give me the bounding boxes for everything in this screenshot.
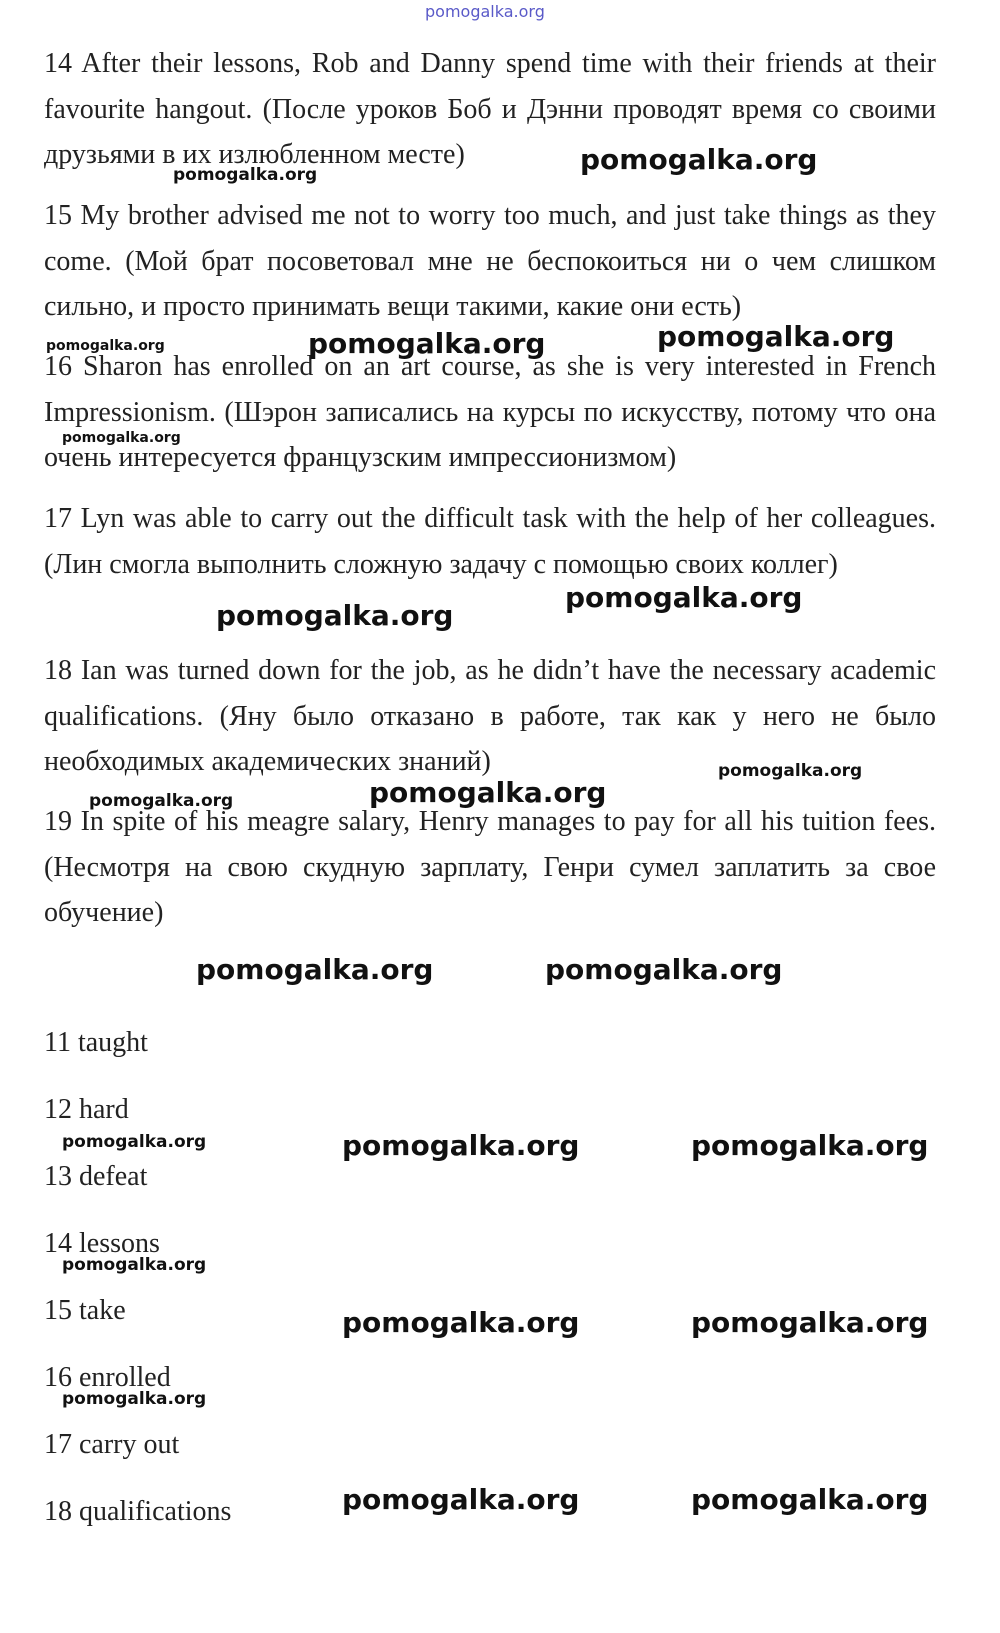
paragraph-14: 14 After their lessons, Rob and Danny spend time with their friends at their favourite hangout. (После уроков Боб и Дэнни проводят время со своими друзьями в их излюбленном месте) — [44, 48, 936, 170]
answer-item: 17 carry out — [44, 1429, 180, 1460]
paragraph-16: 16 Sharon has enrolled on an art course, as she is very interested in French Impressionism. (Шэрон записались на курсы по искусству, потому что она очень интересуется французским импрессионизмом) — [44, 351, 936, 473]
watermark: pomogalka.org — [196, 953, 434, 986]
watermark: pomogalka.org — [580, 143, 818, 176]
answer-item: 18 qualifications — [44, 1496, 232, 1527]
answer-item: 13 defeat — [44, 1161, 148, 1192]
watermark: pomogalka.org — [342, 1129, 580, 1162]
paragraph-15: 15 My brother advised me not to worry too much, and just take things as they come. (Мой брат посоветовал мне не беспокоиться ни о чем слишком сильно, и просто принимать вещи такими, какие они есть) — [44, 200, 936, 322]
answer-item: 11 taught — [44, 1027, 148, 1058]
watermark: pomogalka.org — [342, 1306, 580, 1339]
watermark: pomogalka.org — [62, 1389, 207, 1409]
answer-item: 16 enrolled — [44, 1362, 171, 1393]
watermark: pomogalka.org — [691, 1483, 929, 1516]
watermark: pomogalka.org — [691, 1306, 929, 1339]
watermark: pomogalka.org — [216, 599, 454, 632]
watermark: pomogalka.org — [46, 338, 165, 354]
watermark: pomogalka.org — [691, 1129, 929, 1162]
watermark: pomogalka.org — [369, 776, 607, 809]
answer-item: 12 hard — [44, 1094, 129, 1125]
watermark: pomogalka.org — [545, 953, 783, 986]
watermark: pomogalka.org — [308, 327, 546, 360]
paragraph-17: 17 Lyn was able to carry out the difficult task with the help of her colleagues. (Лин смогла выполнить сложную задачу с помощью своих коллег) — [44, 503, 936, 580]
paragraph-18: 18 Ian was turned down for the job, as he didn’t have the necessary academic qualifications. (Яну было отказано в работе, так как у него не было необходимых академических знаний) — [44, 655, 936, 777]
answer-item: 14 lessons — [44, 1228, 160, 1259]
header-watermark: pomogalka.org — [425, 2, 545, 21]
watermark: pomogalka.org — [342, 1483, 580, 1516]
watermark: pomogalka.org — [718, 761, 863, 781]
watermark: pomogalka.org — [62, 1255, 207, 1275]
answer-item: 15 take — [44, 1295, 126, 1326]
watermark: pomogalka.org — [173, 165, 318, 185]
watermark: pomogalka.org — [62, 430, 181, 446]
watermark: pomogalka.org — [657, 320, 895, 353]
watermark: pomogalka.org — [62, 1132, 207, 1152]
watermark: pomogalka.org — [89, 791, 234, 811]
watermark: pomogalka.org — [565, 581, 803, 614]
paragraph-19: 19 In spite of his meagre salary, Henry manages to pay for all his tuition fees. (Несмотря на свою скудную зарплату, Генри сумел заплатить за свое обучение) — [44, 806, 936, 928]
